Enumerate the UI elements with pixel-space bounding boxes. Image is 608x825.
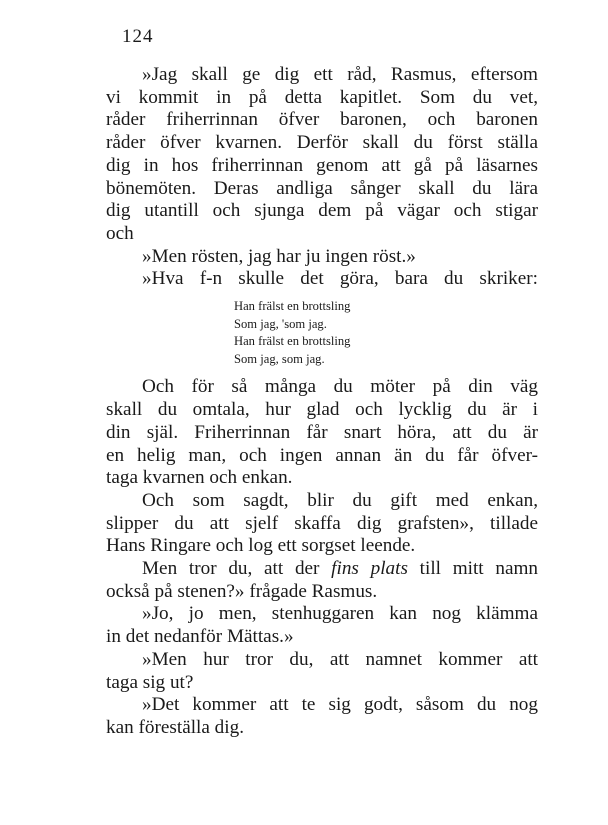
text-fragment: Men tror du, att der <box>142 558 332 580</box>
paragraph-advice <box>106 64 538 246</box>
text-line: skall du omtala, hur glad och lycklig du är i <box>106 399 538 421</box>
text-line: Hans Ringare och log ett sorgset leende. <box>106 535 416 557</box>
text-line: dig utantill och sjunga dem på vägar och stigar <box>106 200 538 222</box>
paragraph-name-look <box>106 649 538 694</box>
text-line: »Men rösten, jag har ju ingen röst.» <box>142 245 416 267</box>
text-line: »Hva f-n skulle det göra, bara du skriker: <box>142 268 538 290</box>
hymn-verse <box>234 298 538 368</box>
paragraph-voice <box>106 246 538 269</box>
text-line: råder öfver kvarnen. Derför skall du först ställa <box>106 132 538 154</box>
text-line: råder friherrinnan öfver baronen, och baronen <box>106 109 538 131</box>
emphasized-phrase: fins plats <box>331 558 408 580</box>
text-line: också på stenen?» frågade Rasmus. <box>106 580 378 602</box>
text-line: »Men hur tror du, att namnet kommer att <box>142 648 538 670</box>
text-line: taga sig ut? <box>106 671 194 693</box>
text-line <box>106 558 538 581</box>
text-line: taga kvarnen och enkan. <box>106 467 293 489</box>
text-line: din själ. Friherrinnan får snart höra, att du är <box>106 421 538 443</box>
text-line: vi kommit in på detta kapitlet. Som du vet, <box>106 86 538 108</box>
text-line: Och som sagdt, blir du gift med enkan, <box>142 489 538 511</box>
verse-line: Han frälst en brottsling <box>234 299 351 314</box>
text-line: Och för så många du möter på din väg <box>142 376 538 398</box>
verse-line: Som jag, som jag. <box>234 351 325 366</box>
text-line: in det nedanför Mättas.» <box>106 626 294 648</box>
text-line: »Det kommer att te sig godt, såsom du nog <box>142 694 538 716</box>
text-line: dig in hos friherrinnan genom att gå på läsarnes <box>106 154 538 176</box>
paragraph-answer <box>106 694 538 739</box>
paragraph-shout <box>106 268 538 291</box>
text-line: bönemöten. Deras andliga sånger skall du lära <box>106 177 538 199</box>
paragraph-tell-others <box>106 376 538 490</box>
verse-line: Som jag, 'som jag. <box>234 316 327 331</box>
text-line: »Jo, jo men, stenhuggaren kan nog klämma <box>142 603 538 625</box>
body-text <box>106 64 538 740</box>
paragraph-stonecutter <box>106 603 538 648</box>
text-line: kan föreställa dig. <box>106 716 244 738</box>
text-line: en helig man, och ingen annan än du får öfver- <box>106 444 538 466</box>
page-number: 124 <box>122 26 154 47</box>
text-line: och <box>106 222 134 244</box>
text-fragment: till mitt namn <box>407 558 538 580</box>
text-line: slipper du att sjelf skaffa dig grafsten», tillade <box>106 512 538 534</box>
paragraph-question <box>106 558 538 603</box>
verse-line: Han frälst en brottsling <box>234 334 351 349</box>
text-line: »Jag skall ge dig ett råd, Rasmus, eftersom <box>142 64 538 85</box>
paragraph-gravestone <box>106 490 538 558</box>
